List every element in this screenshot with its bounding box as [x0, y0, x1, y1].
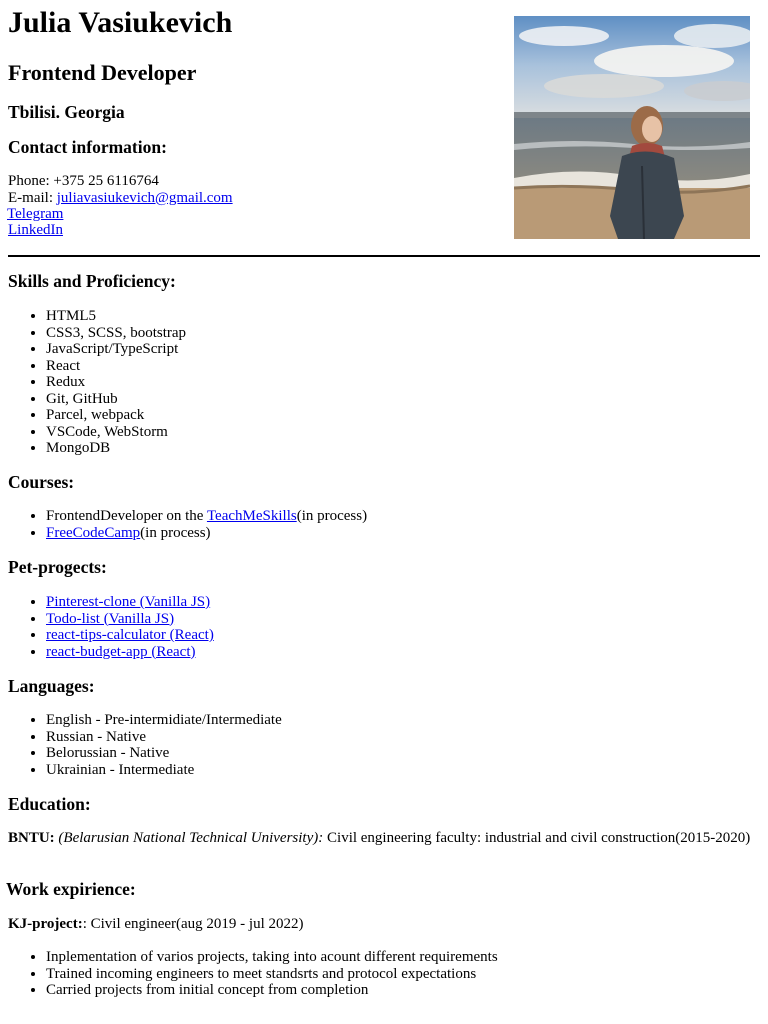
project-item	[46, 594, 214, 611]
email-link[interactable]: juliavasiukevich@gmail.com	[56, 189, 233, 206]
courses-list	[8, 508, 367, 541]
skill-item: • VSCode, WebStorm	[46, 424, 186, 441]
skill-item: • MongoDB	[46, 440, 186, 457]
job-title: Frontend Developer	[8, 60, 197, 85]
course-status: (in process)	[140, 524, 211, 541]
section-divider	[8, 255, 760, 257]
project-link[interactable]: react-budget-app (React)	[46, 643, 196, 660]
projects-heading: Pet-progects:	[8, 557, 107, 577]
education-entry	[8, 830, 753, 847]
work-entry	[8, 916, 304, 933]
skill-item: • JavaScript/TypeScript	[46, 341, 186, 358]
school-name: BNTU:	[8, 830, 55, 846]
education-details: Civil engineering faculty: industrial and civil construction(2015-2020)	[327, 830, 751, 846]
skill-item: • React	[46, 358, 186, 375]
contact-heading: Contact information:	[8, 137, 167, 157]
skill-item: • HTML5	[46, 308, 186, 325]
linkedin-link[interactable]: LinkedIn	[8, 222, 63, 238]
email-line	[8, 190, 233, 207]
languages-heading: Languages:	[8, 676, 95, 696]
work-position: : Civil engineer(aug 2019 - jul 2022)	[82, 916, 304, 932]
courses-heading: Courses:	[8, 472, 75, 492]
education-heading: Education:	[8, 794, 91, 814]
skill-item: • Redux	[46, 374, 186, 391]
project-link[interactable]: Pinterest-clone (Vanilla JS)	[46, 594, 211, 610]
company-name: KJ-project:	[8, 916, 83, 932]
projects-list	[8, 594, 214, 660]
course-text: FrontendDeveloper on the	[46, 508, 207, 524]
profile-photo	[514, 16, 750, 239]
course-item	[46, 525, 367, 542]
contact-block	[8, 173, 233, 206]
duty-item: • Inplementation of varios projects, taking into acount different requirements	[46, 949, 498, 966]
skill-item: • Git, GitHub	[46, 391, 186, 408]
language-item: • Russian - Native	[46, 729, 282, 746]
telegram-link[interactable]: Telegram	[7, 206, 64, 222]
skill-item: • Parcel, webpack	[46, 407, 186, 424]
course-status: (in process)	[296, 508, 368, 524]
location: Tbilisi. Georgia	[8, 102, 125, 122]
project-link[interactable]: react-tips-calculator (React)	[46, 627, 214, 643]
course-item	[46, 508, 367, 525]
project-item	[46, 627, 214, 644]
project-link[interactable]: Todo-list (Vanilla JS)	[46, 610, 175, 627]
school-full-name: (Belarusian National Technical University):	[58, 830, 324, 846]
language-item: • Belorussian - Native	[46, 745, 282, 762]
languages-list	[8, 712, 282, 778]
project-item	[46, 611, 214, 628]
person-name: Julia Vasiukevich	[8, 6, 233, 39]
duty-item: • Trained incoming engineers to meet standsrts and protocol expectations	[46, 966, 498, 983]
work-duties-list	[8, 949, 498, 999]
skill-item: • CSS3, SCSS, bootstrap	[46, 325, 186, 342]
teachmeskills-link[interactable]: TeachMeSkills	[206, 508, 297, 524]
language-item: • Ukrainian - Intermediate	[46, 762, 282, 779]
project-item	[46, 644, 214, 661]
freecodecamp-link[interactable]: FreeCodeCamp	[46, 524, 141, 541]
language-item: • English - Pre-intermidiate/Intermediate	[46, 712, 282, 729]
email-label: E-mail:	[8, 189, 57, 206]
work-heading: Work expirience:	[6, 879, 136, 899]
phone: Phone: +375 25 6116764	[8, 173, 159, 189]
skills-list	[8, 308, 186, 457]
duty-item: • Carried projects from initial concept from completion	[46, 982, 498, 999]
skills-heading: Skills and Proficiency:	[8, 271, 176, 291]
